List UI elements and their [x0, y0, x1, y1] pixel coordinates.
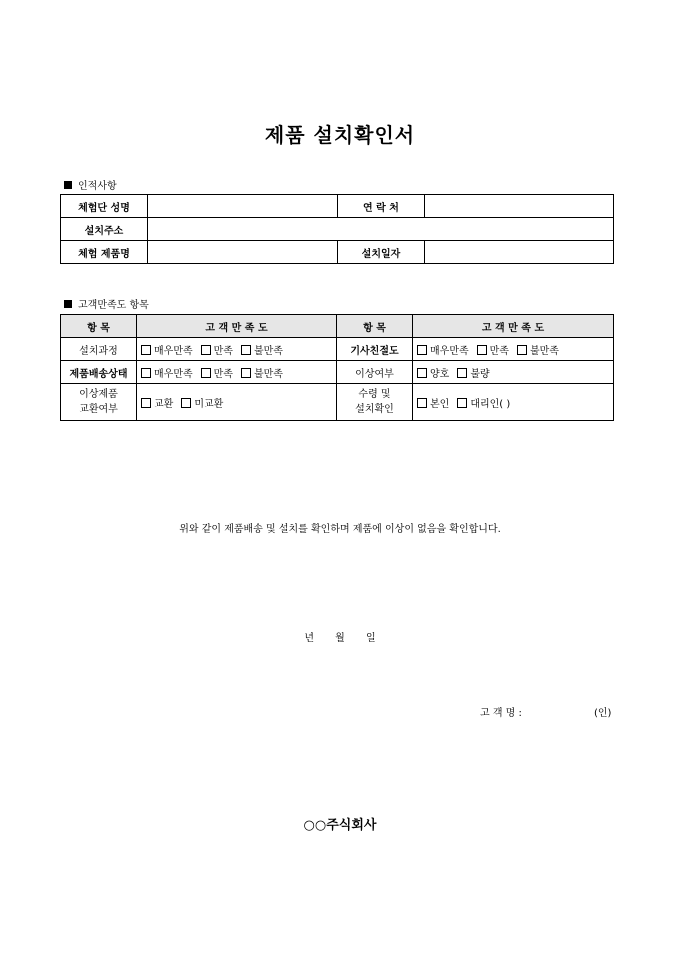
checkbox-icon[interactable]: [417, 398, 427, 408]
option-exchange[interactable]: 교환: [141, 399, 173, 410]
checkbox-icon[interactable]: [457, 368, 467, 378]
delivery-state-label: 제품배송상태: [61, 361, 137, 384]
checkbox-icon[interactable]: [141, 345, 151, 355]
checkbox-icon[interactable]: [517, 345, 527, 355]
section-satisfaction-heading: [64, 296, 149, 311]
checkbox-icon[interactable]: [141, 368, 151, 378]
option-good[interactable]: 양호: [417, 369, 449, 380]
option-dissatisfied[interactable]: 불만족: [241, 346, 283, 357]
defect-label: 이상여부: [337, 361, 413, 384]
exchange-label: 이상제품 교환여부: [61, 384, 137, 421]
install-process-label: 설치과정: [61, 338, 137, 361]
option-very-satisfied[interactable]: 매우만족: [141, 369, 193, 380]
option-self[interactable]: 본인: [417, 399, 449, 410]
checkbox-icon[interactable]: [201, 345, 211, 355]
checkbox-icon[interactable]: [417, 345, 427, 355]
table-row: [61, 195, 614, 218]
option-proxy[interactable]: 대리인( ): [457, 399, 510, 410]
header-satisfaction: 고 객 만 족 도: [137, 315, 337, 338]
technician-kindness-label: 기사친절도: [337, 338, 413, 361]
seal-mark: (인): [594, 708, 612, 719]
receipt-confirm-label: 수령 및 설치확인: [337, 384, 413, 421]
checkbox-icon[interactable]: [417, 368, 427, 378]
checkbox-icon[interactable]: [241, 368, 251, 378]
checkbox-icon[interactable]: [181, 398, 191, 408]
contact-field[interactable]: [425, 195, 614, 218]
option-satisfied[interactable]: 만족: [477, 346, 509, 357]
confirmation-statement: 위와 같이 제품배송 및 설치를 확인하며 제품에 이상이 없음을 확인합니다.: [179, 524, 501, 535]
option-dissatisfied[interactable]: 불만족: [517, 346, 559, 357]
table-row: [61, 384, 614, 421]
header-item: 항 목: [337, 315, 413, 338]
option-satisfied[interactable]: 만족: [201, 369, 233, 380]
contact-label: 연 락 처: [338, 195, 425, 218]
checkbox-icon[interactable]: [201, 368, 211, 378]
option-dissatisfied[interactable]: 불만족: [241, 369, 283, 380]
checkbox-icon[interactable]: [477, 345, 487, 355]
section-heading-text: 인적사항: [78, 181, 117, 192]
square-bullet-icon: [64, 181, 72, 189]
install-date-label: 설치일자: [338, 241, 425, 264]
product-label: 체험 제품명: [61, 241, 148, 264]
option-no-exchange[interactable]: 미교환: [181, 399, 223, 410]
technician-kindness-options: [413, 338, 614, 361]
date-line: 년 월 일: [304, 633, 376, 644]
table-row: [61, 241, 614, 264]
name-label: 체험단 성명: [61, 195, 148, 218]
table-row: [61, 218, 614, 241]
table-row: [61, 361, 614, 384]
satisfaction-table: [60, 314, 614, 421]
address-label: 설치주소: [61, 218, 148, 241]
name-field[interactable]: [148, 195, 338, 218]
install-process-options: [137, 338, 337, 361]
address-field[interactable]: [148, 218, 614, 241]
option-very-satisfied[interactable]: 매우만족: [417, 346, 469, 357]
checkbox-icon[interactable]: [457, 398, 467, 408]
document-title: 제품 설치확인서: [264, 123, 416, 147]
option-very-satisfied[interactable]: 매우만족: [141, 346, 193, 357]
personal-info-table: [60, 194, 614, 264]
table-row: [61, 338, 614, 361]
company-name: ○○주식회사: [303, 818, 377, 833]
checkbox-icon[interactable]: [241, 345, 251, 355]
product-field[interactable]: [148, 241, 338, 264]
receipt-confirm-options: [413, 384, 614, 421]
option-bad[interactable]: 불량: [457, 369, 489, 380]
delivery-state-options: [137, 361, 337, 384]
install-date-field[interactable]: [425, 241, 614, 264]
header-item: 항 목: [61, 315, 137, 338]
option-satisfied[interactable]: 만족: [201, 346, 233, 357]
checkbox-icon[interactable]: [141, 398, 151, 408]
customer-name-label: 고 객 명 :: [480, 708, 522, 719]
exchange-options: [137, 384, 337, 421]
section-personal-info-heading: [64, 177, 117, 192]
table-header-row: [61, 315, 614, 338]
square-bullet-icon: [64, 300, 72, 308]
defect-options: [413, 361, 614, 384]
header-satisfaction: 고 객 만 족 도: [413, 315, 614, 338]
section-heading-text: 고객만족도 항목: [78, 300, 149, 311]
